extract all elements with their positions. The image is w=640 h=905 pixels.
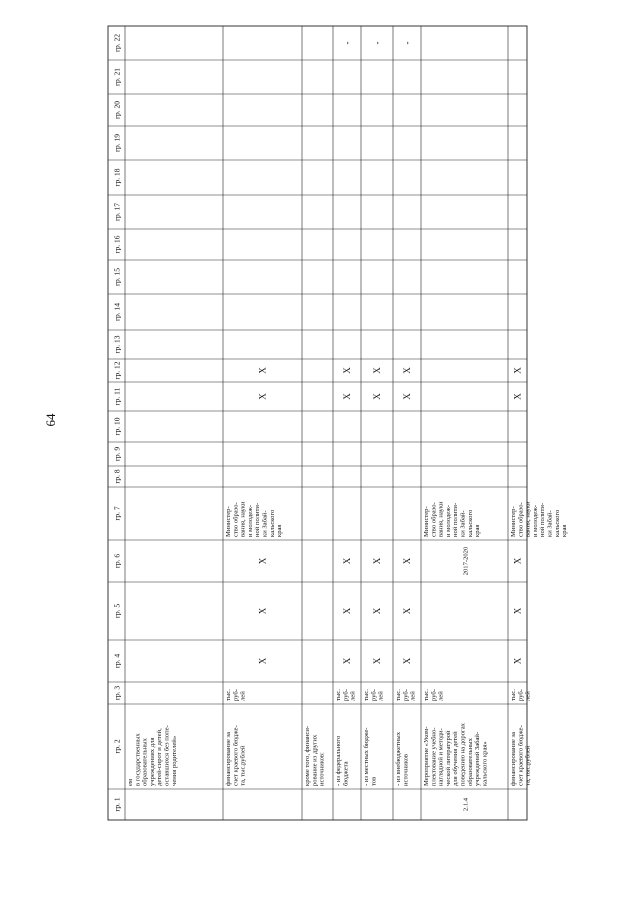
cell-g3-line: руб- <box>342 689 350 701</box>
cell-g3 <box>225 689 247 701</box>
column-header: гр. 11 <box>112 387 122 406</box>
column-header: гр. 21 <box>112 67 122 87</box>
column-header: гр. 16 <box>112 235 122 254</box>
column-header: гр. 22 <box>112 33 122 53</box>
column-header: гр. 19 <box>112 133 122 153</box>
column-header: гр. 2 <box>112 739 122 754</box>
cell-g3-line: лей <box>349 691 357 701</box>
cell-g2-line: в государственных <box>134 733 142 786</box>
cell-g7-line: ство образо- <box>517 502 525 537</box>
cell-g3-line: руб- <box>370 689 378 701</box>
cell-g3-line: руб- <box>402 689 410 701</box>
cell-g3-line: лей <box>437 691 445 701</box>
cell-g2-line: чения родителей» <box>170 735 178 786</box>
cell-g3-line: руб- <box>517 689 525 701</box>
cell-g22: - <box>342 41 352 45</box>
cell-g2-line: учреждениях для <box>148 737 156 786</box>
cell-g3 <box>363 689 385 701</box>
cell-g7-line: кальского <box>466 509 474 537</box>
cell-g3 <box>335 689 357 701</box>
cell-g7-line: ной полити- <box>539 502 547 537</box>
cell-g7-line: вания, науки <box>239 501 247 537</box>
cell-g7-line: края <box>474 524 482 537</box>
column-header: гр. 7 <box>112 506 122 521</box>
cell-g11: X <box>257 393 268 400</box>
cell-g2-line: поведению на дорогах <box>459 723 467 786</box>
cell-g2 <box>395 731 409 786</box>
cell-g2-line: финансирование за <box>225 732 232 786</box>
cell-g7-line: Министер- <box>423 506 430 537</box>
cell-g2-line: тов <box>370 776 378 786</box>
column-header: гр. 8 <box>112 469 122 484</box>
column-header: гр. 6 <box>112 553 122 569</box>
cell-g2-line: финансирование за <box>510 732 517 786</box>
page-number: 64 <box>43 413 58 427</box>
cell-g3 <box>423 689 445 701</box>
cell-g7-line: Министер- <box>510 506 517 537</box>
cell-g7-line: Министер- <box>225 506 232 537</box>
cell-g7-line: края <box>276 524 284 537</box>
cell-g2-line: - из внебюджетных <box>395 731 402 786</box>
cell-g2-line: ческой литературой <box>444 730 452 786</box>
cell-g3-line: тыс. <box>510 689 517 701</box>
column-header: гр. 14 <box>112 302 122 322</box>
cell-g2-line: ем <box>127 778 134 786</box>
cell-g7-line: и молодеж- <box>531 505 539 537</box>
cell-g6: X <box>257 557 268 565</box>
cell-g2-line: та, тыс.рублей <box>239 745 247 786</box>
column-header: гр. 9 <box>112 446 122 462</box>
column-header: гр. 1 <box>112 797 122 812</box>
cell-g7-line: ной полити- <box>452 502 460 537</box>
cell-g7-line: вания, науки <box>437 501 445 537</box>
cell-g2-line: кроме того, финанси- <box>304 725 311 786</box>
cell-g12: X <box>372 367 382 374</box>
cell-g3-line: руб- <box>430 689 438 701</box>
cell-g2-line: та, тыс.рублей <box>524 745 532 786</box>
cell-g2-line: плектование учебно- <box>430 727 438 786</box>
cell-g2-line: - из местных бюдже- <box>363 727 370 786</box>
cell-g2-line: для обучения детей <box>452 731 460 786</box>
cell-g3-line: лей <box>409 691 417 701</box>
column-header: гр. 12 <box>112 361 122 380</box>
cell-g7 <box>423 501 481 537</box>
column-header: гр. 4 <box>112 653 122 669</box>
cell-g3-line: лей <box>377 691 385 701</box>
cell-g2-line: счет краевого бюдже- <box>517 725 525 786</box>
cell-g12: X <box>402 367 412 374</box>
cell-g7-line: и молодеж- <box>246 505 254 537</box>
cell-g3-line: лей <box>239 691 247 701</box>
cell-g3 <box>395 689 417 701</box>
column-header: гр. 18 <box>112 168 122 187</box>
cell-g7-line: кальского <box>268 509 276 537</box>
cell-g7-line: ки Забай- <box>261 510 269 537</box>
column-header: гр. 5 <box>112 603 122 619</box>
cell-g3 <box>510 689 532 701</box>
cell-g7-line: ки Забай- <box>546 510 554 537</box>
cell-g3-line: тыс. <box>395 689 402 701</box>
cell-g22: - <box>402 41 412 45</box>
cell-g12: X <box>257 367 268 374</box>
cell-g6: X <box>402 557 412 565</box>
cell-g3-line: лей <box>524 691 532 701</box>
cell-g6: X <box>372 557 382 565</box>
cell-g2 <box>304 726 326 786</box>
cell-g2-line: рование из других <box>311 734 319 786</box>
cell-g7-line: ной полити- <box>254 502 262 537</box>
column-header: гр. 20 <box>112 100 122 120</box>
cell-g2 <box>423 722 488 786</box>
cell-g2 <box>225 725 247 786</box>
cell-g5: X <box>402 607 412 615</box>
cell-g6: X <box>512 557 523 565</box>
cell-g12: X <box>342 367 352 374</box>
cell-g4: X <box>257 657 268 665</box>
cell-g7-line: вания, науки <box>524 501 532 537</box>
cell-g2-line: источников <box>402 753 410 786</box>
cell-g2-line: образовательных <box>466 738 474 786</box>
cell-g2 <box>127 725 178 786</box>
cell-g5: X <box>512 607 523 615</box>
cell-g3-line: тыс. <box>335 689 342 701</box>
cell-g3-line: тыс. <box>225 689 232 701</box>
cell-g7-line: ство образо- <box>232 502 240 537</box>
cell-g2-line: детей-сирот и детей, <box>156 728 164 786</box>
column-header: гр. 17 <box>112 202 122 222</box>
column-header: гр. 15 <box>112 267 122 287</box>
table-border <box>108 26 527 820</box>
column-header: гр. 3 <box>112 685 122 701</box>
cell-g22: - <box>372 41 382 45</box>
cell-g11: X <box>512 393 523 400</box>
cell-g3-line: тыс. <box>363 689 370 701</box>
cell-g2-line: оставшихся без попе- <box>163 725 171 786</box>
cell-g11: X <box>372 393 382 400</box>
cell-g3-line: тыс. <box>423 689 430 701</box>
cell-g5: X <box>372 607 382 615</box>
cell-g2-line: счет краевого бюдже- <box>232 725 240 786</box>
cell-g1: 2.1.4 <box>462 797 470 812</box>
cell-g2 <box>335 735 349 786</box>
cell-g11: X <box>342 393 352 400</box>
cell-g11: X <box>402 393 412 400</box>
cell-g2-line: кальского края» <box>481 741 489 786</box>
cell-g7-line: кальского <box>553 509 561 537</box>
column-header: гр. 10 <box>112 417 122 436</box>
cell-g7-line: ство образо- <box>430 502 438 537</box>
cell-g7-line: края <box>561 524 569 537</box>
cell-g7-line: ки Забай- <box>459 510 467 537</box>
cell-g7 <box>225 501 283 537</box>
cell-g2-line: источников: <box>318 752 326 786</box>
cell-g5: X <box>342 607 352 615</box>
cell-g2 <box>510 725 532 786</box>
cell-g3-line: руб- <box>232 689 240 701</box>
cell-g4: X <box>342 657 352 665</box>
cell-g2-line: учреждений Забай- <box>474 731 482 786</box>
cell-g6: 2017-2020 <box>462 546 470 576</box>
cell-g7-line: и молодеж- <box>444 505 452 537</box>
cell-g4: X <box>512 657 523 665</box>
cell-g2-line: бюджета <box>342 761 350 786</box>
cell-g12: X <box>512 367 523 374</box>
cell-g7 <box>510 501 568 537</box>
cell-g2-line: Мероприятие «Уком- <box>423 726 430 786</box>
cell-g2-line: образовательных <box>141 738 149 786</box>
cell-g2 <box>363 728 377 787</box>
cell-g4: X <box>402 657 412 665</box>
cell-g2-line: - из федерального <box>335 735 342 786</box>
column-header: гр. 13 <box>112 335 122 354</box>
cell-g4: X <box>372 657 382 665</box>
cell-g6: X <box>342 557 352 565</box>
cell-g2-line: наглядной и методи- <box>437 728 445 786</box>
cell-g5: X <box>257 607 268 615</box>
